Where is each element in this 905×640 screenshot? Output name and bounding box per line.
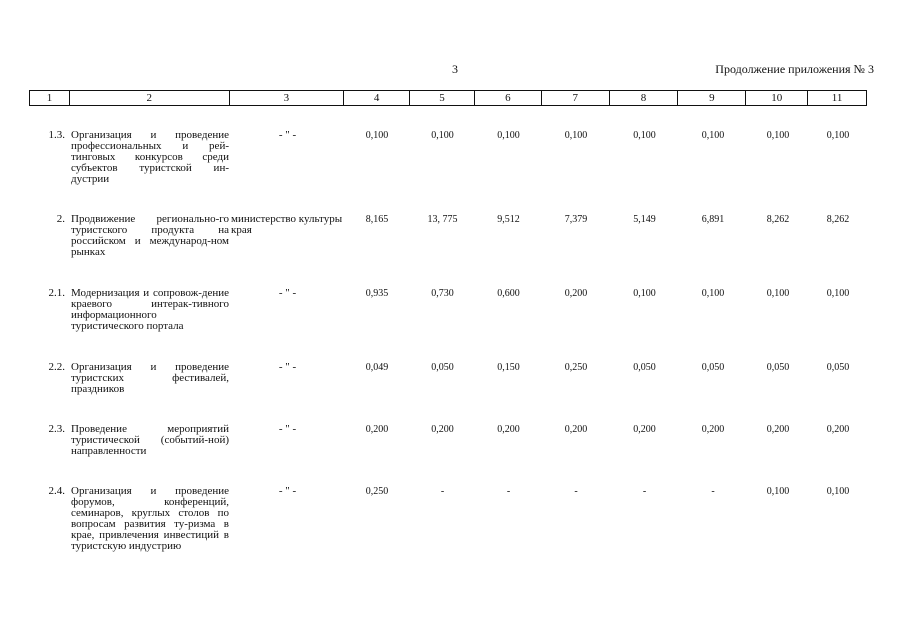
- value-col-7: 0,200: [564, 288, 588, 299]
- column-header-1: 1: [30, 91, 70, 105]
- column-header-7: 7: [542, 91, 610, 105]
- value-col-10: 0,050: [766, 362, 790, 373]
- table-row: [29, 130, 867, 185]
- column-header-2: 2: [70, 91, 230, 105]
- value-col-8: -: [642, 486, 647, 497]
- value-col-4: 0,250: [365, 486, 389, 497]
- value-col-10: 8,262: [766, 214, 790, 225]
- value-col-7: 0,250: [564, 362, 588, 373]
- value-col-10: 0,100: [766, 130, 790, 141]
- value-col-8: 0,200: [633, 424, 656, 435]
- table-row: [29, 214, 867, 258]
- executor: министерство культуры края: [231, 213, 343, 236]
- column-header-8: 8: [610, 91, 679, 105]
- value-col-6: -: [506, 486, 511, 497]
- row-number: 2.: [56, 213, 65, 225]
- value-col-5: 0,100: [431, 130, 454, 141]
- executor: - " -: [278, 287, 297, 299]
- value-col-6: 0,600: [497, 288, 520, 299]
- column-header-4: 4: [344, 91, 410, 105]
- value-col-9: 0,050: [701, 362, 725, 373]
- value-col-5: 0,730: [431, 288, 454, 299]
- value-col-11: 0,200: [826, 424, 850, 435]
- value-col-4: 0,049: [365, 362, 389, 373]
- value-col-11: 8,262: [826, 214, 850, 225]
- table-row: [29, 424, 867, 457]
- row-number: 2.4.: [48, 485, 65, 497]
- value-col-5: 13, 775: [427, 214, 458, 225]
- value-col-11: 0,100: [826, 288, 850, 299]
- page-number: 3: [452, 62, 458, 76]
- measure-name: Проведение мероприятий туристической (событий-ной) направленности: [71, 423, 229, 457]
- value-col-5: 0,050: [431, 362, 454, 373]
- value-col-11: 0,100: [826, 130, 850, 141]
- measure-name: Организация и проведение туристских фестивалей, праздников: [71, 361, 229, 395]
- value-col-8: 0,100: [633, 130, 656, 141]
- value-col-10: 0,200: [766, 424, 790, 435]
- column-number-header: [29, 90, 867, 106]
- column-header-6: 6: [475, 91, 542, 105]
- value-col-8: 0,100: [633, 288, 656, 299]
- value-col-8: 0,050: [633, 362, 656, 373]
- row-number: 1.3.: [48, 129, 65, 141]
- value-col-7: -: [574, 486, 578, 497]
- value-col-4: 0,100: [365, 130, 389, 141]
- value-col-6: 9,512: [497, 214, 520, 225]
- row-number: 2.2.: [48, 361, 65, 373]
- value-col-6: 0,150: [497, 362, 520, 373]
- value-col-4: 0,935: [365, 288, 389, 299]
- value-col-7: 7,379: [564, 214, 588, 225]
- row-number: 2.1.: [48, 287, 65, 299]
- value-col-11: 0,100: [826, 486, 850, 497]
- column-header-3: 3: [230, 91, 345, 105]
- column-header-9: 9: [678, 91, 746, 105]
- column-header-11: 11: [831, 92, 843, 104]
- row-number: 2.3.: [48, 423, 65, 435]
- value-col-4: 8,165: [365, 214, 389, 225]
- executor: - " -: [278, 361, 297, 373]
- value-col-9: 6,891: [701, 214, 725, 225]
- column-header-5: 5: [410, 91, 475, 105]
- executor: - " -: [278, 485, 297, 497]
- value-col-9: 0,200: [701, 424, 725, 435]
- column-header-10: 10: [746, 91, 808, 105]
- value-col-5: 0,200: [431, 424, 454, 435]
- measure-name: Организация и проведение форумов, конференций, семинаров, круглых столов по вопросам развития ту-ризма в крае, привлечения инвестиций в туристскую индустрию: [71, 485, 229, 552]
- value-col-6: 0,100: [497, 130, 520, 141]
- value-col-4: 0,200: [365, 424, 389, 435]
- value-col-7: 0,100: [564, 130, 588, 141]
- table-row: [29, 362, 867, 395]
- value-col-6: 0,200: [497, 424, 520, 435]
- executor: - " -: [278, 423, 297, 435]
- value-col-5: -: [440, 486, 445, 497]
- value-col-11: 0,050: [826, 362, 850, 373]
- appendix-continuation-note: Продолжение приложения № 3: [715, 62, 874, 76]
- value-col-8: 5,149: [633, 214, 656, 225]
- value-col-10: 0,100: [766, 486, 790, 497]
- value-col-7: 0,200: [564, 424, 588, 435]
- value-col-10: 0,100: [766, 288, 790, 299]
- value-col-9: 0,100: [701, 288, 725, 299]
- value-col-9: 0,100: [701, 130, 725, 141]
- value-col-9: -: [711, 486, 715, 497]
- measure-name: Продвижение регионально-го туристского продукта на российском и международ-ном рынках: [71, 213, 229, 258]
- table-row: [29, 288, 867, 332]
- measure-name: Организация и проведение профессиональных и рей-тинговых конкурсов среди субъектов туристской ин-дустрии: [71, 129, 229, 185]
- executor: - " -: [278, 129, 297, 141]
- measure-name: Модернизация и сопровож-дение краевого интерак-тивного информационного туристического портала: [71, 287, 229, 332]
- table-row: [29, 486, 867, 552]
